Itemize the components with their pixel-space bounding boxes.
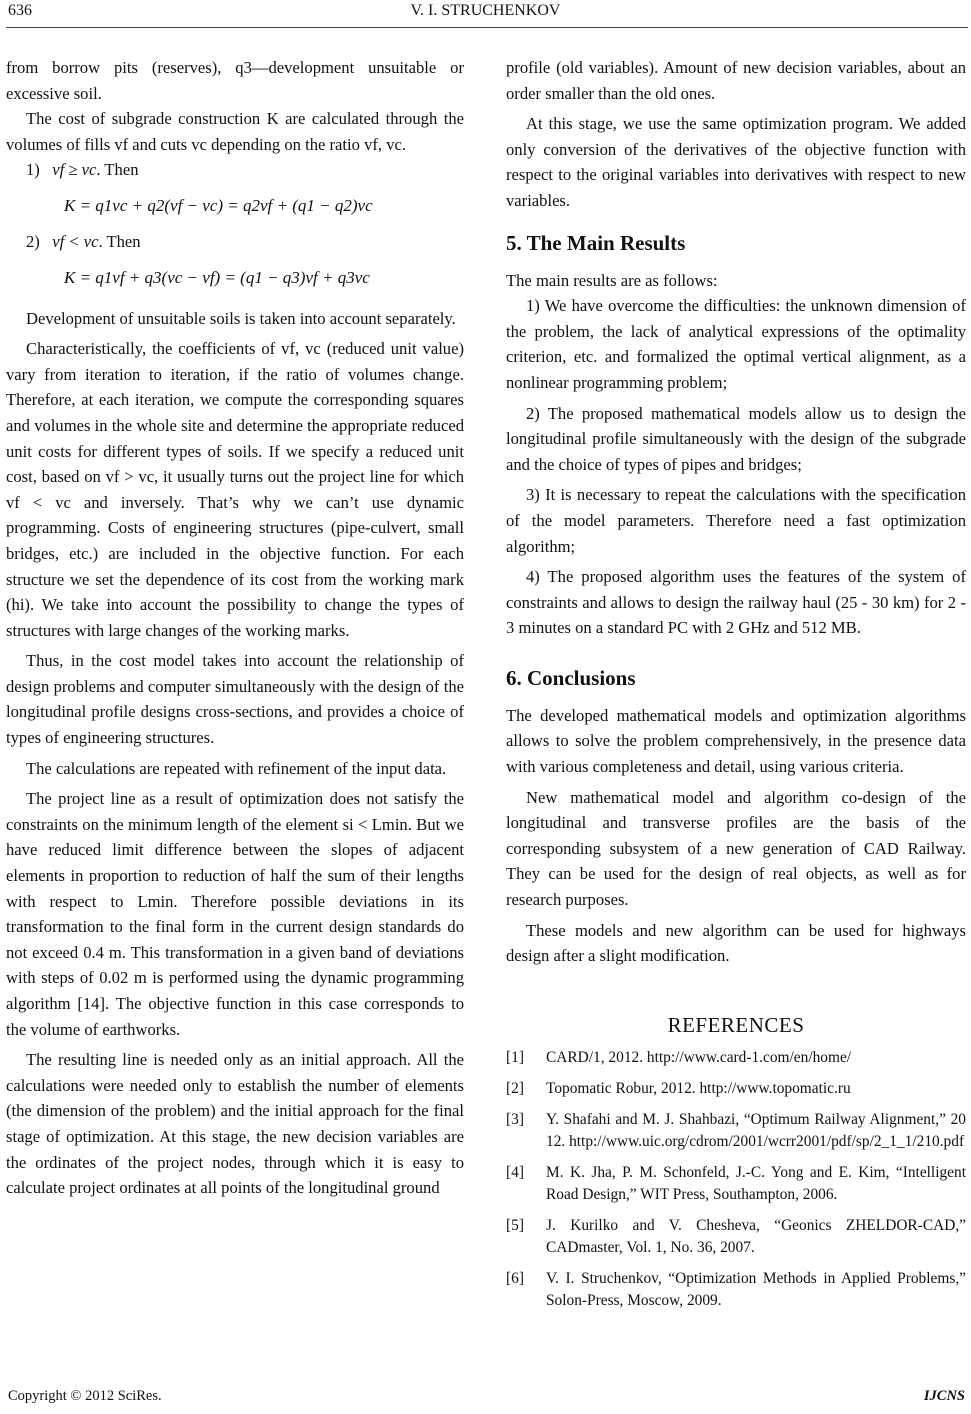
paragraph: These models and new algorithm can be used for highways design after a slight modification. bbox=[506, 920, 966, 966]
case-1 bbox=[6, 157, 464, 183]
paragraph: The project line as a result of optimization does not satisfy the constraints on the minimum length of the element si < Lmin. But we have reduced limit difference between the slopes of adjacent elements in proportion to reduction of half the sum of their lengths with respect to Lmin. Therefore possible deviations in its transformation to the final form in the current design standards do not exceed 0.4 m. This transformation in a given band of deviations with steps of 0.02 m is performed using the dynamic programming algorithm [14]. The objective function in this case corresponds to the volume of earthworks. bbox=[6, 789, 464, 1039]
reference-text: Y. Shafahi and M. J. Shahbazi, “Optimum Railway Alignment,” 2012. http://www.uic.org/cdrom/2001/wcrr2001/pdf/sp/2_1_1/210.pdf bbox=[546, 1111, 966, 1151]
references-heading: REFERENCES bbox=[667, 1012, 805, 1037]
right-column bbox=[506, 55, 966, 1312]
case-then: . Then bbox=[96, 160, 139, 180]
reference-text: CARD/1, 2012. http://www.card-1.com/en/home/ bbox=[546, 1049, 852, 1067]
list-item: 1) We have overcome the difficulties: the unknown dimension of the problem, the lack of analytical expressions of the optimality criterion, etc. and formalized the optimal vertical alignment, as a nonlinear programming problem; bbox=[506, 296, 966, 392]
reference-number: [5] bbox=[506, 1217, 524, 1235]
case-2 bbox=[6, 229, 464, 255]
reference-item bbox=[506, 1109, 966, 1153]
case-then: . Then bbox=[98, 231, 141, 251]
paragraph: The resulting line is needed only as an initial approach. All the calculations were needed only to establish the number of elements (the dimension of the problem) and the initial approach for the final stage of optimization. At this stage, the new decision variables are the ordinates of the project nodes, through which it is easy to calculate project ordinates at all points of the longitudinal ground bbox=[6, 1050, 464, 1198]
section-heading: 6. Conclusions bbox=[506, 665, 636, 690]
reference-number: [1] bbox=[506, 1049, 524, 1067]
reference-text: M. K. Jha, P. M. Schonfeld, J.-C. Yong and E. Kim, “Intelligent Road Design,” WIT Press, Southampton, 2006. bbox=[546, 1164, 966, 1204]
paragraph: Development of unsuitable soils is taken into account separately. bbox=[26, 308, 456, 328]
paragraph: The calculations are repeated with refinement of the input data. bbox=[26, 758, 447, 778]
paragraph: New mathematical model and algorithm co-design of the longitudinal and transverse profiles are the basis of the corresponding subsystem of a new generation of CAD Railway. They can be used for the design of real objects, as well as for research purposes. bbox=[506, 787, 966, 910]
list-item: 3) It is necessary to repeat the calculations with the specification of the model parameters. Therefore need a fast optimization algorithm; bbox=[506, 485, 966, 556]
copyright: Copyright © 2012 SciRes. bbox=[8, 1388, 162, 1404]
list-item: 4) The proposed algorithm uses the features of the system of constraints and allows to design the railway haul (25 - 30 km) for 2 - 3 minutes on a standard PC with 2 GHz and 512 MB. bbox=[506, 567, 966, 638]
header-rule bbox=[6, 27, 968, 28]
paragraph: from borrow pits (reserves), q3—development unsuitable or excessive soil. bbox=[6, 58, 464, 103]
left-column bbox=[6, 55, 464, 1201]
list-item: 2) The proposed mathematical models allow us to design the longitudinal profile simultaneously with the design of the subgrade and the choice of types of pipes and bridges; bbox=[506, 403, 966, 474]
page-number: 636 bbox=[8, 2, 32, 19]
reference-item bbox=[506, 1215, 966, 1259]
running-title: V. I. STRUCHENKOV bbox=[410, 2, 561, 19]
reference-item bbox=[506, 1078, 966, 1100]
paragraph: The main results are as follows: bbox=[506, 270, 718, 290]
reference-text: J. Kurilko and V. Chesheva, “Geonics ZHELDOR-CAD,” CADmaster, Vol. 1, No. 36, 2007. bbox=[546, 1217, 966, 1257]
reference-text: V. I. Struchenkov, “Optimization Methods in Applied Problems,” Solon-Press, Moscow, 2009. bbox=[546, 1270, 966, 1310]
reference-number: [3] bbox=[506, 1111, 524, 1129]
paragraph: Thus, in the cost model takes into account the relationship of design problems and computer simultaneously with the design of the longitudinal profile designs cross-sections, and provides a choice of types of engineering structures. bbox=[6, 651, 464, 748]
paragraph: The cost of subgrade construction K are calculated through the volumes of fills vf and cuts vc depending on the ratio vf, vc. bbox=[6, 109, 464, 154]
reference-number: [6] bbox=[506, 1270, 524, 1288]
case-label: 2) bbox=[26, 231, 40, 251]
reference-item bbox=[506, 1047, 966, 1069]
case-label: 1) bbox=[26, 160, 40, 180]
reference-item bbox=[506, 1268, 966, 1312]
reference-text: Topomatic Robur, 2012. http://www.topomatic.ru bbox=[546, 1080, 851, 1098]
reference-number: [4] bbox=[506, 1164, 524, 1182]
paragraph: The developed mathematical models and optimization algorithms allows to solve the problem comprehensively, in the presence data with various completeness and detail, using various criteria. bbox=[506, 705, 966, 777]
journal-name: IJCNS bbox=[923, 1388, 965, 1404]
reference-number: [2] bbox=[506, 1080, 524, 1098]
case-condition: vf < vc bbox=[52, 231, 99, 251]
case-condition: vf ≥ vc bbox=[52, 160, 97, 180]
paragraph: profile (old variables). Amount of new decision variables, about an order smaller than the old ones. bbox=[506, 58, 966, 103]
equation-1: K = q1vc + q2(vf − vc) = q2vf + (q1 − q2)vc bbox=[64, 195, 373, 215]
equation-2: K = q1vf + q3(vc − vf) = (q1 − q3)vf + q3vc bbox=[64, 267, 370, 287]
paragraph: At this stage, we use the same optimization program. We added only conversion of the derivatives of the objective function with respect to the original variables into derivatives with respect to new variables. bbox=[506, 114, 966, 210]
reference-item bbox=[506, 1162, 966, 1206]
section-heading: 5. The Main Results bbox=[506, 230, 686, 255]
paragraph: Characteristically, the coefficients of vf, vc (reduced unit value) vary from iteration to iteration, if the ratio of volumes change. Therefore, at each iteration, we compute the corresponding squares and volumes in the whole site and determine the appropriate reduced unit costs for different types of soils. If we specify a reduced unit cost, based on vf > vc, it usually turns out the project line for which vf < vc and inversely. That’s why we can’t use dynamic programming. Costs of engineering structures (pipe-culvert, small bridges, etc.) are included in the objective function. For each structure we set the dependence of its cost from the working mark (hi). We take into account the possibility to change the types of structures with large changes of the working marks. bbox=[6, 339, 464, 640]
